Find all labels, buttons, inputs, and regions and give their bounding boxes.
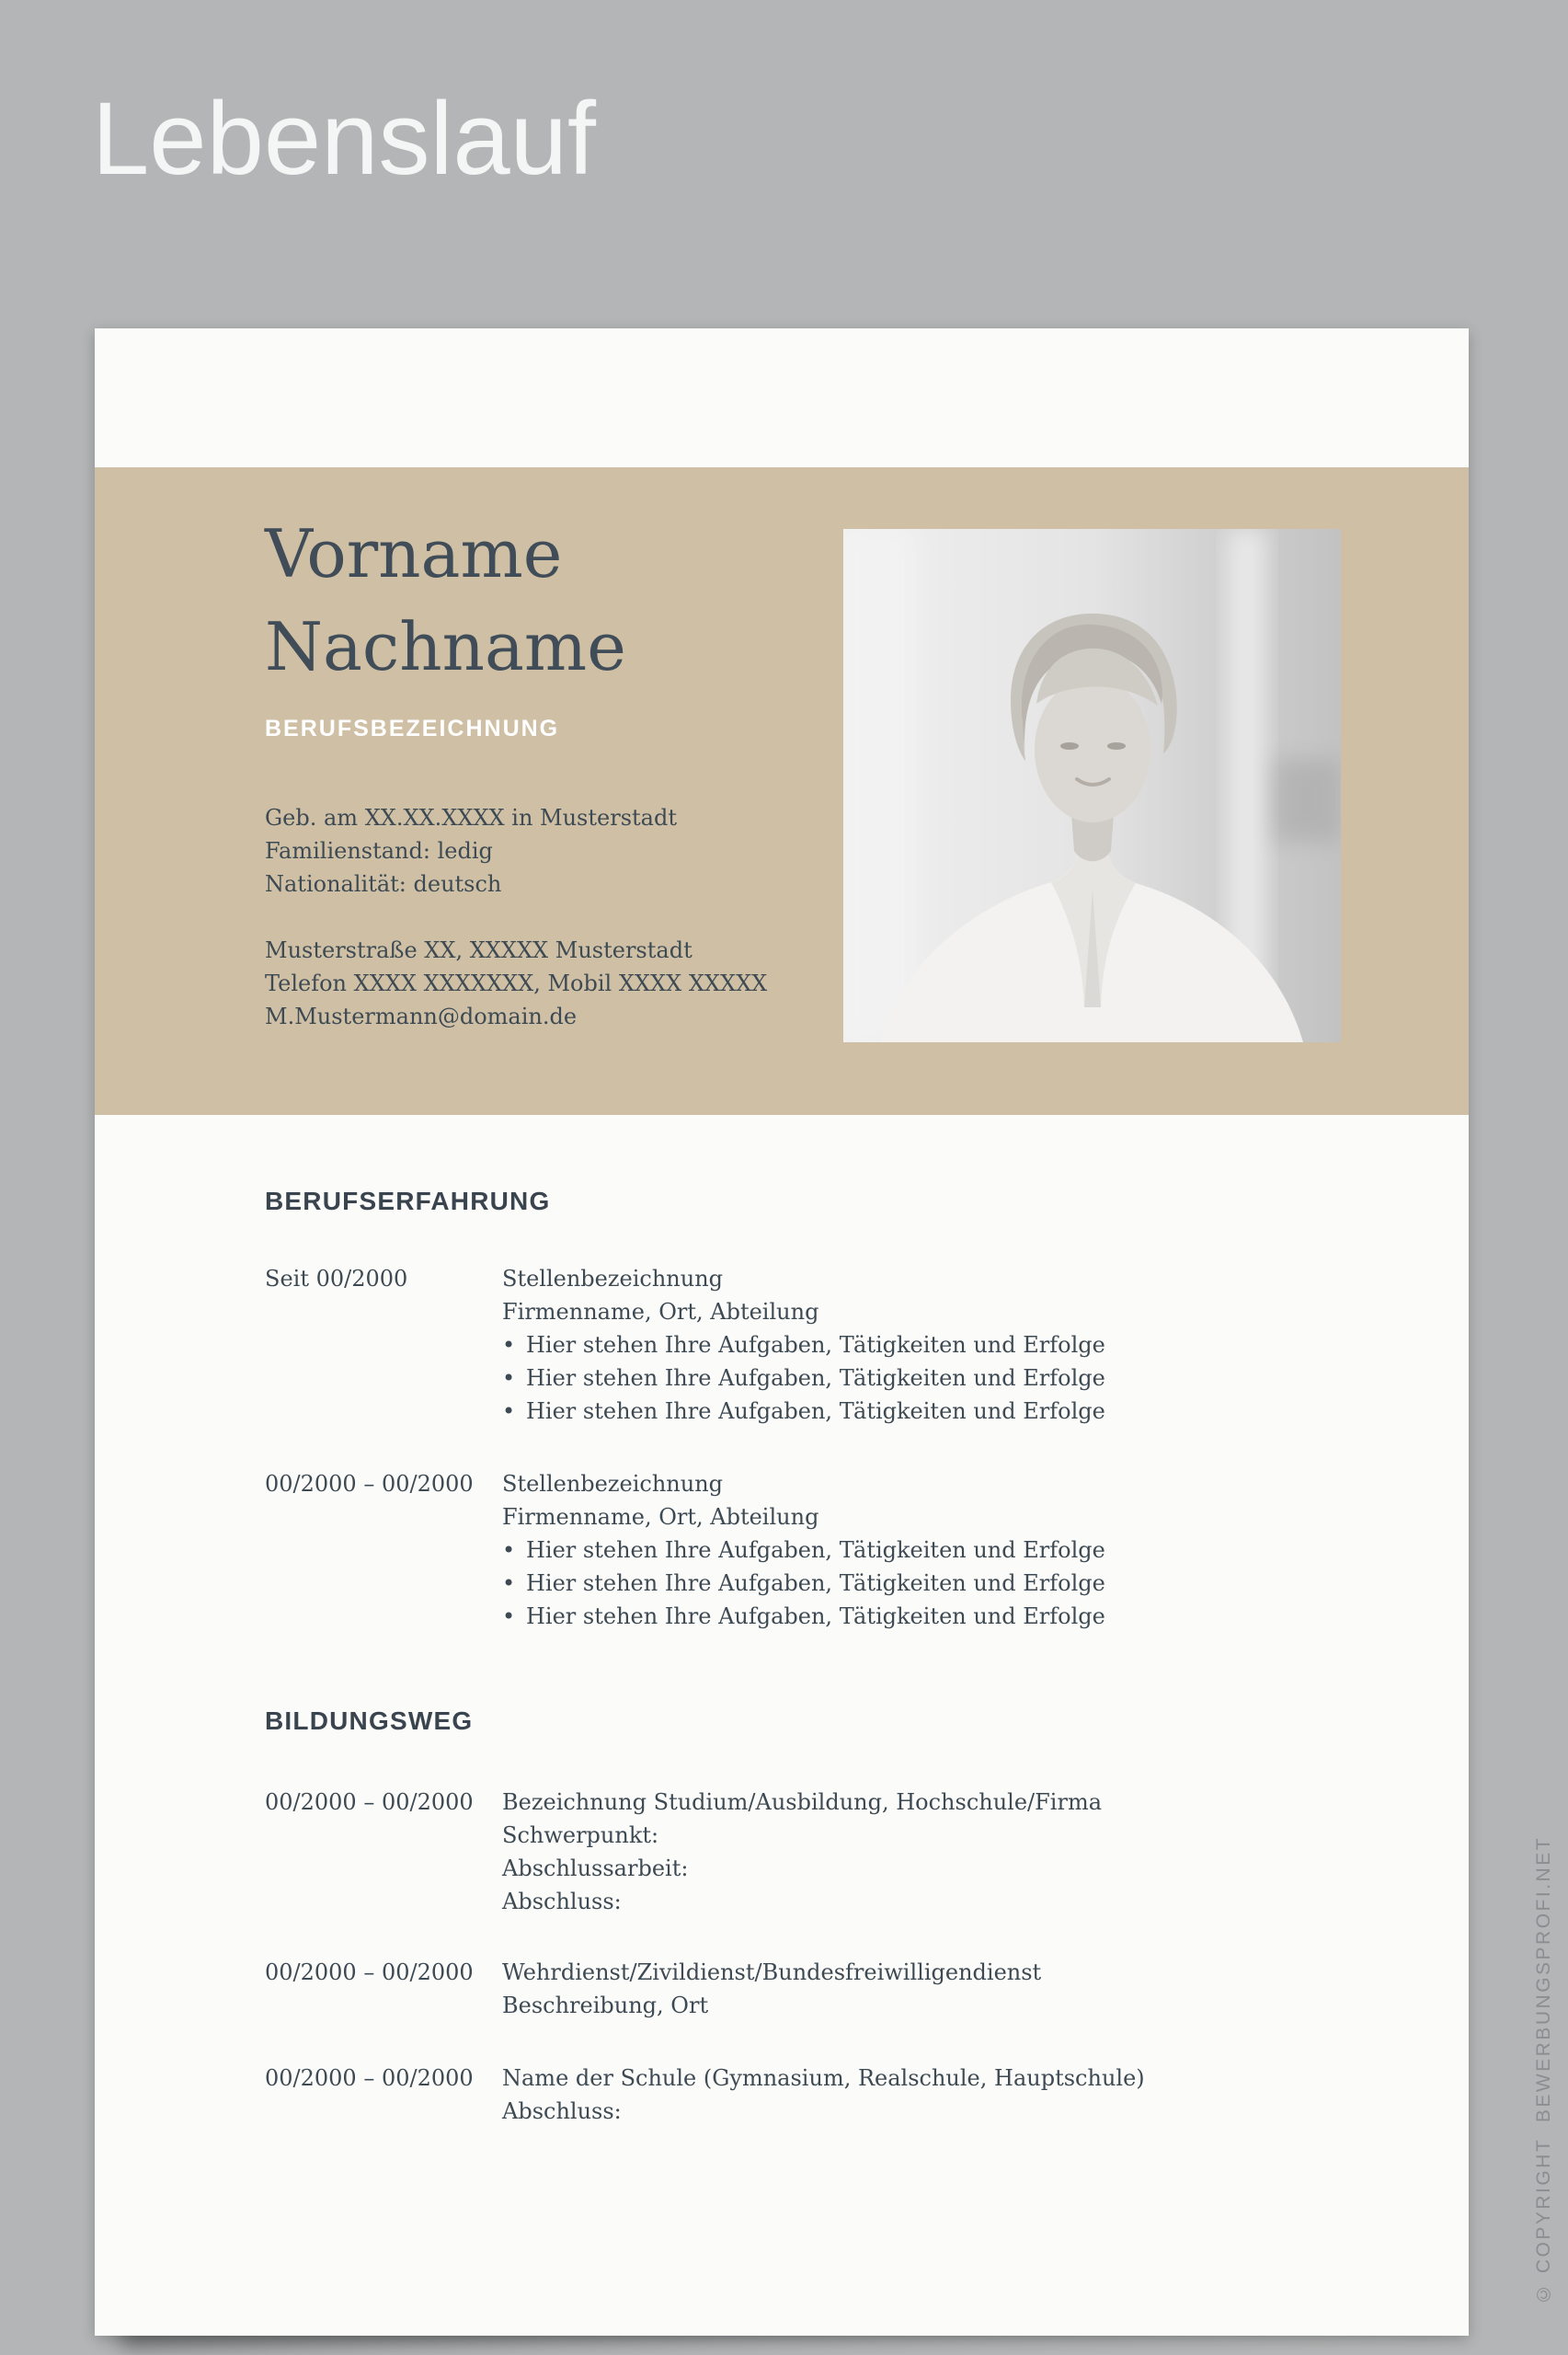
entry-line: Schwerpunkt:: [502, 1822, 659, 1848]
profile-photo: [843, 529, 1341, 1042]
last-name: Nachname: [265, 608, 626, 685]
marital-status-line: Familienstand: ledig: [265, 838, 493, 864]
entry-line: Abschluss:: [502, 1889, 622, 1914]
bullet-icon: •: [502, 1570, 516, 1596]
entry-content: [502, 1262, 1358, 1428]
entry-line: Abschlussarbeit:: [502, 1855, 689, 1881]
entry-line: Name der Schule (Gymnasium, Realschule, Hauptschule): [502, 2065, 1145, 2091]
entry-subtitle: Firmenname, Ort, Abteilung: [502, 1504, 819, 1530]
entry-line: Abschluss:: [502, 2098, 622, 2124]
page-top-strip: [95, 328, 1469, 467]
bullet-item: [502, 1567, 1358, 1600]
bullet-text: Hier stehen Ihre Aufgaben, Tätigkeiten und Erfolge: [526, 1603, 1105, 1629]
experience-entry: [265, 1467, 1358, 1633]
experience-entry: [265, 1262, 1358, 1428]
bullet-text: Hier stehen Ihre Aufgaben, Tätigkeiten und Erfolge: [526, 1537, 1105, 1563]
bullet-icon: •: [502, 1365, 516, 1391]
page-body: [95, 1115, 1469, 2128]
bullet-item: [502, 1395, 1358, 1428]
entry-line: Beschreibung, Ort: [502, 1993, 709, 2018]
copyright-note: © COPYRIGHT BEWERBUNGSPROFI.NET: [1533, 1835, 1554, 2304]
entry-line: Bezeichnung Studium/Ausbildung, Hochschule/Firma: [502, 1789, 1103, 1815]
entry-date: 00/2000 – 00/2000: [265, 1471, 474, 1497]
entry-line: Wehrdienst/Zivildienst/Bundesfreiwilligendienst: [502, 1959, 1042, 1985]
cv-page: [95, 328, 1469, 2336]
entry-content: [502, 2062, 1358, 2128]
first-name: Vorname: [265, 515, 563, 592]
bullet-item: [502, 1361, 1358, 1395]
birth-line: Geb. am XX.XX.XXXX in Musterstadt: [265, 805, 677, 831]
section-heading-experience: BERUFSERFAHRUNG: [265, 1187, 551, 1215]
entry-title: Stellenbezeichnung: [502, 1471, 724, 1497]
education-entry: [265, 1786, 1358, 1918]
bullet-icon: •: [502, 1603, 516, 1629]
bullet-text: Hier stehen Ihre Aufgaben, Tätigkeiten und Erfolge: [526, 1332, 1105, 1358]
entry-content: [502, 1467, 1358, 1633]
bullet-icon: •: [502, 1332, 516, 1358]
bullet-item: [502, 1328, 1358, 1361]
job-title: BERUFSBEZEICHNUNG: [265, 716, 560, 741]
email-line: M.Mustermann@domain.de: [265, 1004, 578, 1029]
nationality-line: Nationalität: deutsch: [265, 871, 502, 897]
entry-content: [502, 1786, 1358, 1918]
bullet-text: Hier stehen Ihre Aufgaben, Tätigkeiten und Erfolge: [526, 1365, 1105, 1391]
entry-date: Seit 00/2000: [265, 1266, 408, 1292]
bullet-item: [502, 1600, 1358, 1633]
bullet-text: Hier stehen Ihre Aufgaben, Tätigkeiten und Erfolge: [526, 1398, 1105, 1424]
bullet-item: [502, 1534, 1358, 1567]
entry-subtitle: Firmenname, Ort, Abteilung: [502, 1299, 819, 1325]
education-entry: [265, 1956, 1358, 2022]
portrait-illustration: [843, 529, 1341, 1042]
entry-content: [502, 1956, 1358, 2022]
entry-title: Stellenbezeichnung: [502, 1266, 724, 1292]
bullet-icon: •: [502, 1398, 516, 1424]
header-band: [95, 467, 1469, 1115]
bullet-text: Hier stehen Ihre Aufgaben, Tätigkeiten und Erfolge: [526, 1570, 1105, 1596]
bullet-icon: •: [502, 1537, 516, 1563]
entry-date: 00/2000 – 00/2000: [265, 1789, 474, 1815]
education-entry: [265, 2062, 1358, 2128]
address-line: Musterstraße XX, XXXXX Musterstadt: [265, 937, 692, 963]
entry-date: 00/2000 – 00/2000: [265, 1959, 474, 1985]
section-heading-education: BILDUNGSWEG: [265, 1706, 474, 1735]
background-title: Lebenslauf: [92, 81, 597, 196]
phone-line: Telefon XXXX XXXXXXX, Mobil XXXX XXXXX: [265, 971, 768, 996]
entry-date: 00/2000 – 00/2000: [265, 2065, 474, 2091]
